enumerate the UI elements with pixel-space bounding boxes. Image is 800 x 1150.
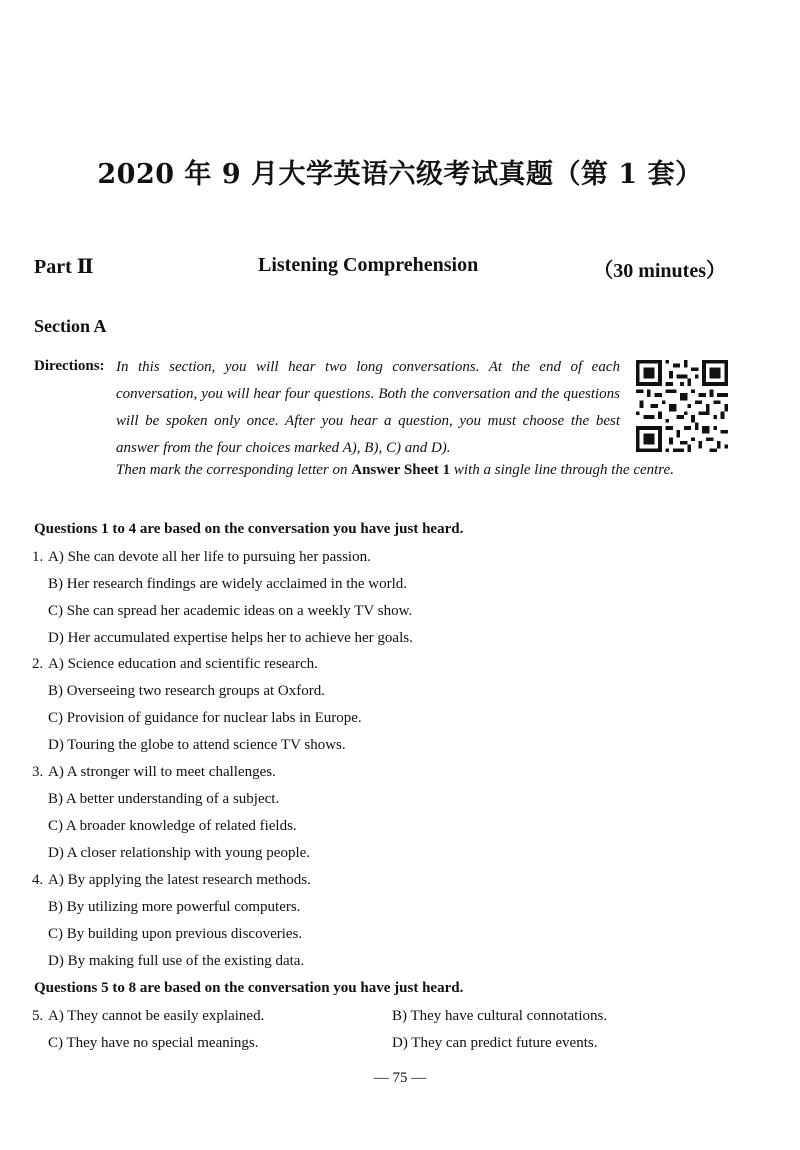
option-d[interactable]: D) They can predict future events. — [392, 1035, 598, 1051]
question-number: 2. — [32, 656, 44, 672]
page-title: 2020 年 9 月大学英语六级考试真题（第 1 套） — [97, 159, 703, 190]
option-a[interactable]: A) Science education and scientific research. — [48, 656, 318, 672]
question-number: 1. — [32, 549, 44, 565]
section-title: Section A — [34, 316, 107, 336]
question-number: 5. — [32, 1008, 44, 1024]
question-number: 3. — [32, 764, 44, 780]
option-c[interactable]: C) She can spread her academic ideas on a weekly TV show. — [48, 603, 413, 619]
option-a[interactable]: A) A stronger will to meet challenges. — [48, 764, 276, 780]
part-time: （30 minutes） — [593, 260, 726, 282]
directions-last-line — [116, 462, 674, 479]
part-label: Part Ⅱ — [34, 256, 94, 278]
option-d[interactable]: D) Touring the globe to attend science TV shows. — [48, 737, 346, 753]
part-header — [34, 254, 726, 284]
question-group-2-header: Questions 5 to 8 are based on the conversation you have just heard. — [34, 980, 464, 996]
option-c[interactable]: C) They have no special meanings. — [48, 1035, 259, 1051]
option-d[interactable]: D) A closer relationship with young people. — [48, 845, 311, 861]
directions-label: Directions: — [34, 358, 105, 374]
option-d[interactable]: D) By making full use of the existing data. — [48, 953, 305, 969]
option-c[interactable]: C) By building upon previous discoveries. — [48, 926, 303, 942]
option-b[interactable]: B) By utilizing more powerful computers. — [48, 899, 301, 915]
directions-text: In this section, you will hear two long conversations. At the end of each conversation, you will hear four questions. Both the conversation and the questions will be spoken only once. After you hear a question, you must choose the best answer from the four choices marked A), B), C) and D). — [116, 359, 620, 456]
option-a[interactable]: A) They cannot be easily explained. — [48, 1008, 265, 1024]
option-a[interactable]: A) By applying the latest research methods. — [48, 872, 311, 888]
page-number: — 75 — — [373, 1070, 427, 1086]
option-b[interactable]: B) They have cultural connotations. — [392, 1008, 608, 1024]
option-a[interactable]: A) She can devote all her life to pursuing her passion. — [48, 549, 371, 565]
option-c[interactable]: C) A broader knowledge of related fields. — [48, 818, 297, 834]
option-b[interactable]: B) Her research findings are widely acclaimed in the world. — [48, 576, 408, 592]
option-d[interactable]: D) Her accumulated expertise helps her to achieve her goals. — [48, 630, 413, 646]
question-group-1-header: Questions 1 to 4 are based on the conversation you have just heard. — [34, 521, 464, 537]
answer-sheet-label: Answer Sheet 1 — [351, 462, 451, 478]
directions-last-pre: Then mark the corresponding letter on — [116, 462, 352, 478]
directions-last-post: with a single line through the centre. — [450, 462, 674, 478]
qr-code-icon[interactable] — [636, 360, 728, 452]
part-name: Listening Comprehension — [258, 254, 479, 276]
option-b[interactable]: B) A better understanding of a subject. — [48, 791, 280, 807]
question-number: 4. — [32, 872, 44, 888]
option-b[interactable]: B) Overseeing two research groups at Oxford. — [48, 683, 325, 699]
option-c[interactable]: C) Provision of guidance for nuclear labs in Europe. — [48, 710, 362, 726]
